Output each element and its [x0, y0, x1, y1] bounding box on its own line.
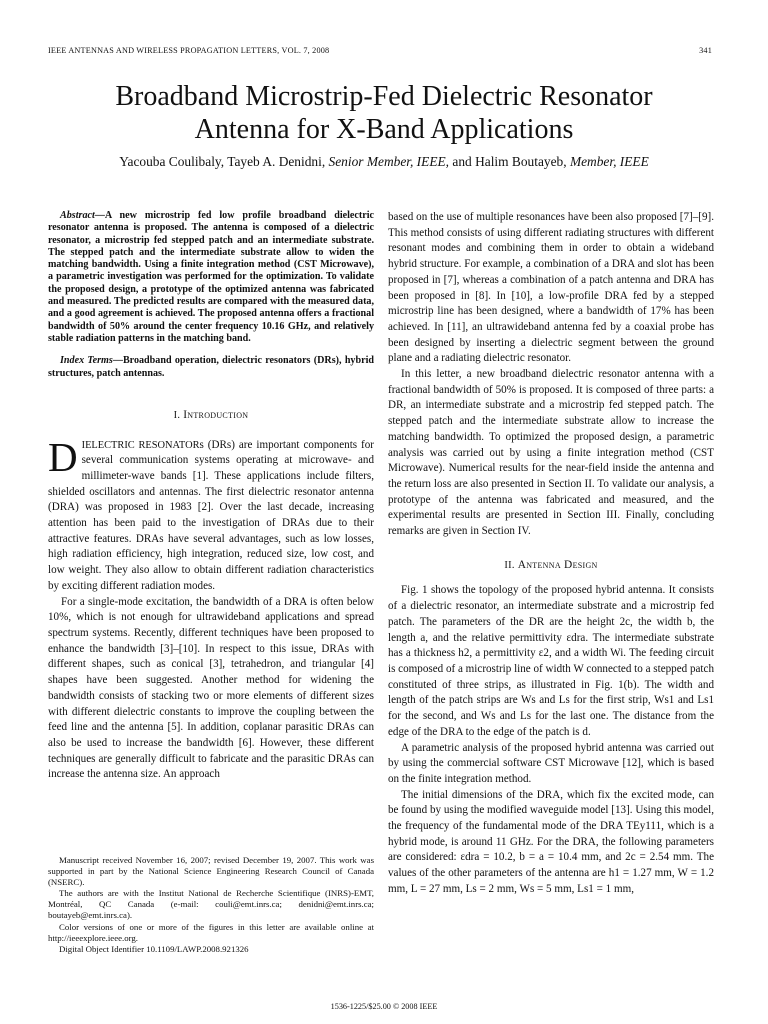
right-paragraph-2: In this letter, a new broadband dielectric resonator antenna with a fractional bandwidth of 50% is proposed. It is composed of three parts: a DR, an intermediate substrate and a microstrip fed stepped patch. The stepped patch and the intermediate substrate allow to increase the matching bandwidth. To optimized the proposed design, a parametric analysis was carried out by using a finite integration method (CST Microwave). Numerical results for the near-field inside the antenna and the return loss are also presented in Section II. To validate our analysis, a prototype of the antenna was fabricated and measured, and the experimental results are presented in Section III. Finally, concluding remarks are given in Section IV.: [388, 368, 714, 538]
index-terms: [48, 355, 374, 380]
index-terms-label: Index Terms: [60, 355, 113, 367]
journal-name: IEEE ANTENNAS AND WIRELESS PROPAGATION LETTERS, VOL. 7, 2008: [48, 46, 330, 55]
author-3-role: Member, IEEE: [569, 154, 649, 169]
running-header: [48, 46, 712, 55]
footnote-color: Color versions of one or more of the figures in this letter are available online at http://ieeexplore.ieee.org.: [48, 921, 374, 943]
abstract-text: A new microstrip fed low profile broadband dielectric resonator antenna is proposed. The antenna is composed of a dielectric resonator, a microstrip fed stepped patch and an intermediate substrate. The stepped patch and the intermediate substrate allow to widen the matching bandwidth. Using a finite integration method (CST Microwave), a parametric investigation was performed for the optimization. To validate the proposed design, a prototype of the optimized antenna was fabricated and measured. The predicted results are compared with the measured data, and a good agreement is achieved. The proposed antenna offers a fractional bandwidth of 50% around the center frequency 10.16 GHz, and relatively stable radiation patterns in the matching band.: [48, 210, 374, 344]
design-paragraph-3: The initial dimensions of the DRA, which fix the excited mode, can be found by using the modified waveguide model [13]. Using this model, the frequency of the fundamental mode of the DRA TEy111, which is a hybrid mode, is around 11 GHz. For the DRA, the following parameters are considered: εdra = 10.2, b = a = 10.4 mm, and 2c = 2.54 mm. The values of the other parameters of the antenna are h1 = 1.27 mm, W = 1.2 mm, L = 27 mm, Ls = 2 mm, Ws = 5 mm, Ls1 = 1 mm,: [388, 788, 714, 895]
drop-cap: D: [48, 433, 78, 480]
left-column: [48, 210, 374, 783]
abstract: [48, 210, 374, 345]
author-1: Yacouba Coulibaly,: [119, 154, 225, 169]
author-3: Halim Boutayeb,: [475, 154, 567, 169]
index-terms-text: Broadband operation, dielectric resonators (DRs), hybrid structures, patch antennas.: [48, 355, 374, 379]
author-2-role: Senior Member, IEEE,: [328, 154, 450, 169]
intro-text-1: s (DRs) are important components for several communication systems operating at microwave- and millimeter-wave bands [1]. These applications include filters, shielded oscillators and antennas. The first dielectric resonator antenna (DRA) was proposed in 1983 [2]. Over the last decade, increasing attention has been paid to the investigation of DRAs due to their attractive features. DRAs have several advantages, such as low losses, high radiation efficiency, high integration, reduced size, low cost, and low weight. They also allow to obtain different radiation characteristics by exciting different radiation modes.: [48, 438, 374, 592]
author-line: [48, 154, 720, 170]
footnotes: [48, 855, 374, 955]
right-paragraph-1: based on the use of multiple resonances have been also proposed [7]–[9]. This method consists of using different radiating structures with different resonant modes and combining them in order to obtain a wideband hybrid structure. For example, a combination of a DRA and slot has been proposed in [7], whereas a combination of a patch antenna and DRA has been proposed in [8]. In [10], a low-profile DRA fed by a stepped microstrip line has been designed, where a bandwidth of 17% has been achieved. In [11], an ultrawideband antenna fed by a coaxial probe has been designed by inserting a dielectric segment between the ground plane and a radiating dielectric resonator.: [388, 211, 714, 365]
section-title: Introduction: [183, 408, 249, 421]
index-terms-dash: —: [112, 355, 123, 367]
section-heading-antenna-design: [388, 558, 714, 574]
author-and: and: [452, 154, 472, 169]
abstract-label: Abstract: [60, 210, 95, 221]
footnote-doi: Digital Object Identifier 10.1109/LAWP.2008.921326: [59, 943, 249, 954]
section-heading-introduction: [48, 408, 374, 424]
footnote-received: Manuscript received November 16, 2007; revised December 19, 2007. This work was supported in part by the National Science Engineering Research Council of Canada (NSERC).: [48, 855, 374, 888]
design-paragraph-1: Fig. 1 shows the topology of the proposed hybrid antenna. It consists of a dielectric resonator, an intermediate substrate and a microstrip fed patch. The parameters of the DR are the height 2c, the width b, the length a, and the relative permittivity εdra. The intermediate substrate has a thickness h2, a permittivity ε2, and a width Wi. The feeding circuit is composed of a microstrip line of width W connected to a stepped patch constituted of three strips, as illustrated in Fig. 1(b). The width and length of the patch strips are Ws and Ls for the first strip, Ws1 and Ls1 for the second, and Ws and Ls for the last one. The distance from the edge of the DRA to the edge of the patch is d.: [388, 584, 714, 738]
intro-paragraph-2: For a single-mode excitation, the bandwidth of a DRA is often below 10%, which is not enough for ultrawideband applications and spread spectrum systems. Recently, different techniques have been proposed to enhance the bandwidth [3]–[10]. In respect to this issue, DRAs with different shapes, such as conical [3], tetrahedron, and triangular [4] shapes have been suggested. Another method for widening the bandwidth consists of stacking two or more elements of different sizes with different dielectric constants to improve the coupling between the feed line and the antenna [5]. In addition, coplanar parasitic DRAs can also be used to increase the bandwidth [6]. However, these different techniques are generally difficult to fabricate and the parasitic DRAs can increase the antenna size. An approach: [48, 595, 374, 781]
page-footer: 1536-1225/$25.00 © 2008 IEEE: [330, 1002, 438, 1011]
page-number: 341: [699, 46, 712, 55]
section-number: I.: [173, 409, 181, 421]
right-column: [388, 210, 714, 898]
section-number: II.: [504, 559, 515, 571]
title-line-1: Broadband Microstrip-Fed Dielectric Resonator: [115, 81, 653, 112]
abstract-dash: —: [94, 210, 105, 221]
design-paragraph-2: A parametric analysis of the proposed hybrid antenna was carried out by using the commercial software CST Microwave [12], which is based on the finite integration method.: [388, 741, 714, 785]
section-title: Antenna Design: [517, 558, 598, 571]
title-line-2: Antenna for X-Band Applications: [194, 114, 574, 145]
intro-lead-caps: IELECTRIC RESONATOR: [81, 439, 200, 451]
author-2: Tayeb A. Denidni,: [227, 154, 326, 169]
paper-title: [48, 80, 720, 146]
footnote-affiliation: The authors are with the Institut National de Recherche Scientifique (INRS)-EMT, Montréal, QC Canada (e-mail: couli@emt.inrs.ca; denidni@emt.inrs.ca; boutayeb@emt.inrs.ca).: [48, 888, 374, 921]
intro-paragraph-1: [48, 433, 374, 595]
